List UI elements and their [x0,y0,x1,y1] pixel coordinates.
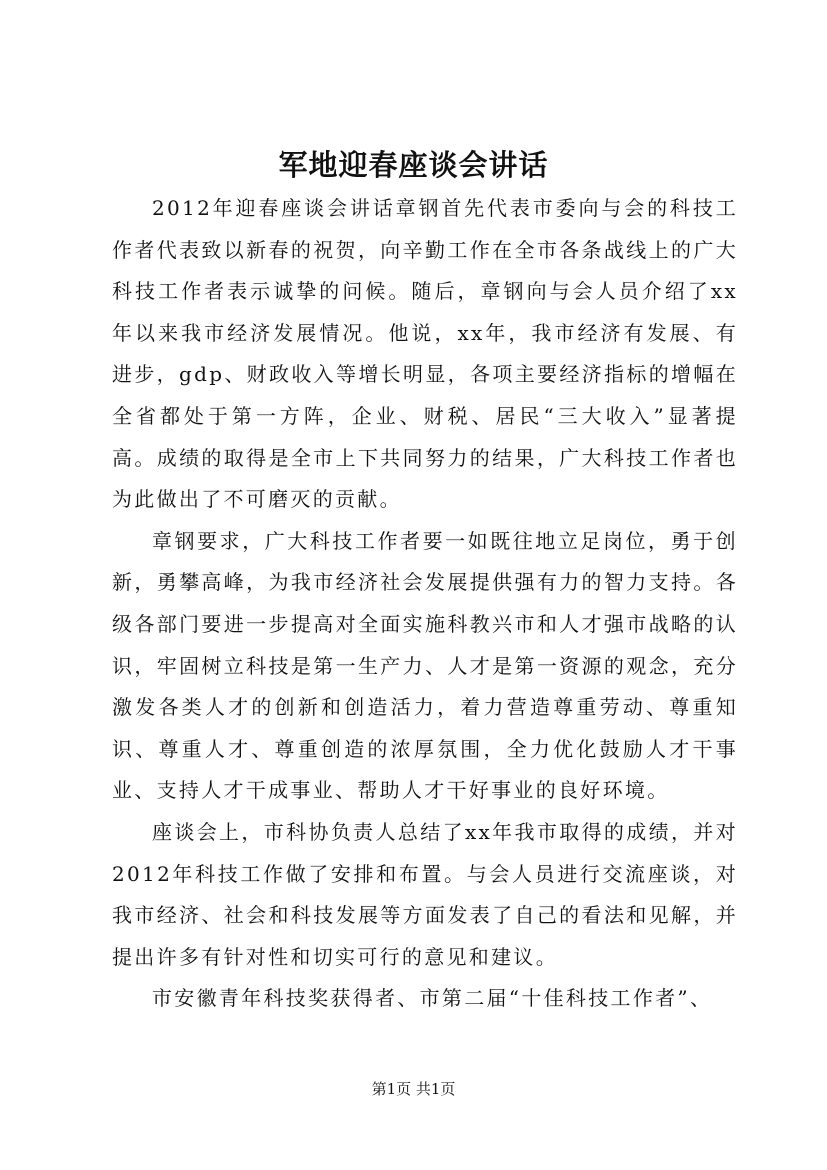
paragraph-4: 市安徽青年科技奖获得者、市第二届“十佳科技工作者”、 [152,986,713,1011]
paragraph-1: 2012年迎春座谈会讲话章钢首先代表市委向与会的科技工作者代表致以新春的祝贺，向辛勤工作在全市各条战线上的广大科技工作者表示诚挚的问候。随后，章钢向与会人员介绍了xx年以来我市经济发展情况。他说，xx年，我市经济有发展、有进步，gdp、财政收入等增长明显，各项主要经济指标的增幅在全省都处于第一方阵，企业、财税、居民“三大收入”显著提高。成绩的取得是全市上下共同努力的结果，广大科技工作者也为此做出了不可磨灭的贡献。 [112,196,738,512]
page-footer: 第1页 共1页 [371,1080,456,1098]
paragraph-3: 座谈会上，市科协负责人总结了xx年我市取得的成绩，并对2012年科技工作做了安排和布置。与会人员进行交流座谈，对我市经济、社会和科技发展等方面发表了自己的看法和见解，并提出许多有针对性和切实可行的意见和建议。 [112,819,738,969]
document-body [112,188,738,1020]
paragraph-2: 章钢要求，广大科技工作者要一如既往地立足岗位，勇于创新，勇攀高峰，为我市经济社会发展提供强有力的智力支持。各级各部门要进一步提高对全面实施科教兴市和人才强市战略的认识，牢固树立科技是第一生产力、人才是第一资源的观念，充分激发各类人才的创新和创造活力，着力营造尊重劳动、尊重知识、尊重人才、尊重创造的浓厚氛围，全力优化鼓励人才干事业、支持人才干成事业、帮助人才干好事业的良好环境。 [112,528,738,803]
document-title: 军地迎春座谈会讲话 [278,148,549,182]
